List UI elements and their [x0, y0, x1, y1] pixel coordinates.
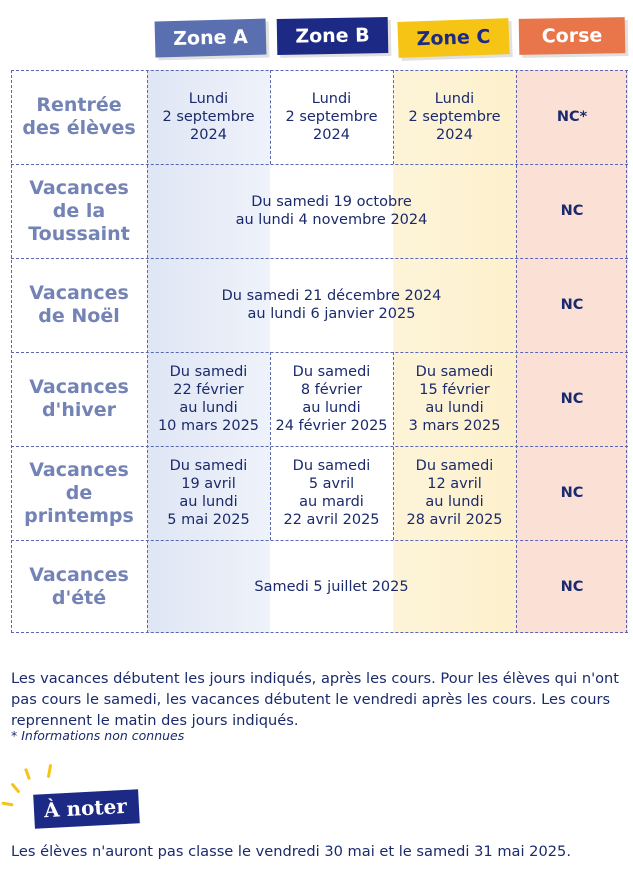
- row-label-noel: Vacances de Noël: [29, 282, 129, 327]
- cell-toussaint-corse: NC: [560, 203, 584, 219]
- cell-noel-corse: NC: [560, 297, 584, 313]
- sparkle-icon: [1, 801, 13, 806]
- cell-ete-corse: NC: [560, 578, 584, 595]
- final-note: Les élèves n'auront pas classe le vendredi 30 mai et le samedi 31 mai 2025.: [11, 843, 571, 860]
- table-divider: [393, 352, 394, 540]
- table-divider: [393, 70, 394, 164]
- cell-hiver-corse: NC: [560, 391, 584, 407]
- cell-hiver-zone-c: Du samedi 15 février au lundi 3 mars 2025: [408, 364, 501, 434]
- table-divider: [11, 446, 628, 447]
- table-divider: [626, 70, 627, 633]
- table-divider: [147, 70, 148, 633]
- row-label-printemps: Vacances de printemps: [24, 458, 134, 527]
- corse-header: Corse: [519, 17, 626, 55]
- a-noter-label: À noter: [33, 789, 140, 828]
- zone-b-header: Zone B: [277, 17, 389, 55]
- calendar-table: [11, 70, 628, 633]
- sparkle-icon: [10, 782, 20, 793]
- cell-noel-merged: Du samedi 21 décembre 2024 au lundi 6 janvier 2025: [221, 288, 442, 322]
- cell-hiver-zone-b: Du samedi 8 février au lundi 24 février 2025: [275, 364, 388, 434]
- notes-paragraph: Les vacances débutent les jours indiqués, après les cours. Pour les élèves qui n'ont pas cours le samedi, les vacances débutent le vendredi après les cours. Les cours reprennent le matin des jours indiqués.: [11, 670, 620, 729]
- cell-printemps-corse: NC: [560, 485, 584, 501]
- cell-toussaint-merged: Du samedi 19 octobre au lundi 4 novembre 2024: [235, 194, 428, 228]
- table-divider: [11, 70, 12, 633]
- zone-c-header: Zone C: [397, 18, 509, 58]
- table-divider: [270, 352, 271, 540]
- footnote: * Informations non connues: [11, 728, 185, 743]
- table-divider: [270, 70, 271, 164]
- cell-ete-merged: Samedi 5 juillet 2025: [254, 578, 409, 595]
- cell-printemps-zone-b: Du samedi 5 avril au mardi 22 avril 2025: [283, 458, 380, 528]
- table-divider: [11, 540, 628, 541]
- row-label-toussaint: Vacances de la Toussaint: [28, 176, 130, 245]
- table-divider: [11, 164, 628, 165]
- cell-hiver-zone-a: Du samedi 22 février au lundi 10 mars 2025: [157, 364, 260, 434]
- cell-printemps-zone-a: Du samedi 19 avril au lundi 5 mai 2025: [167, 458, 250, 528]
- table-divider: [11, 258, 628, 259]
- table-divider: [11, 352, 628, 353]
- row-label-rentree: Rentrée des élèves: [22, 94, 136, 139]
- table-divider: [11, 632, 628, 633]
- a-noter-badge: [0, 760, 140, 830]
- row-label-hiver: Vacances d'hiver: [29, 376, 129, 421]
- zone-a-header: Zone A: [155, 19, 267, 58]
- sparkle-icon: [47, 764, 52, 778]
- cell-rentree-corse: NC*: [556, 109, 588, 125]
- cell-rentree-zone-c: Lundi 2 septembre 2024: [408, 91, 501, 143]
- sparkle-icon: [24, 768, 31, 780]
- row-label-ete: Vacances d'été: [29, 563, 129, 609]
- cell-printemps-zone-c: Du samedi 12 avril au lundi 28 avril 2025: [406, 458, 503, 528]
- cell-rentree-zone-a: Lundi 2 septembre 2024: [162, 91, 255, 143]
- table-divider: [11, 70, 628, 71]
- table-divider: [516, 70, 517, 633]
- cell-rentree-zone-b: Lundi 2 septembre 2024: [285, 91, 378, 143]
